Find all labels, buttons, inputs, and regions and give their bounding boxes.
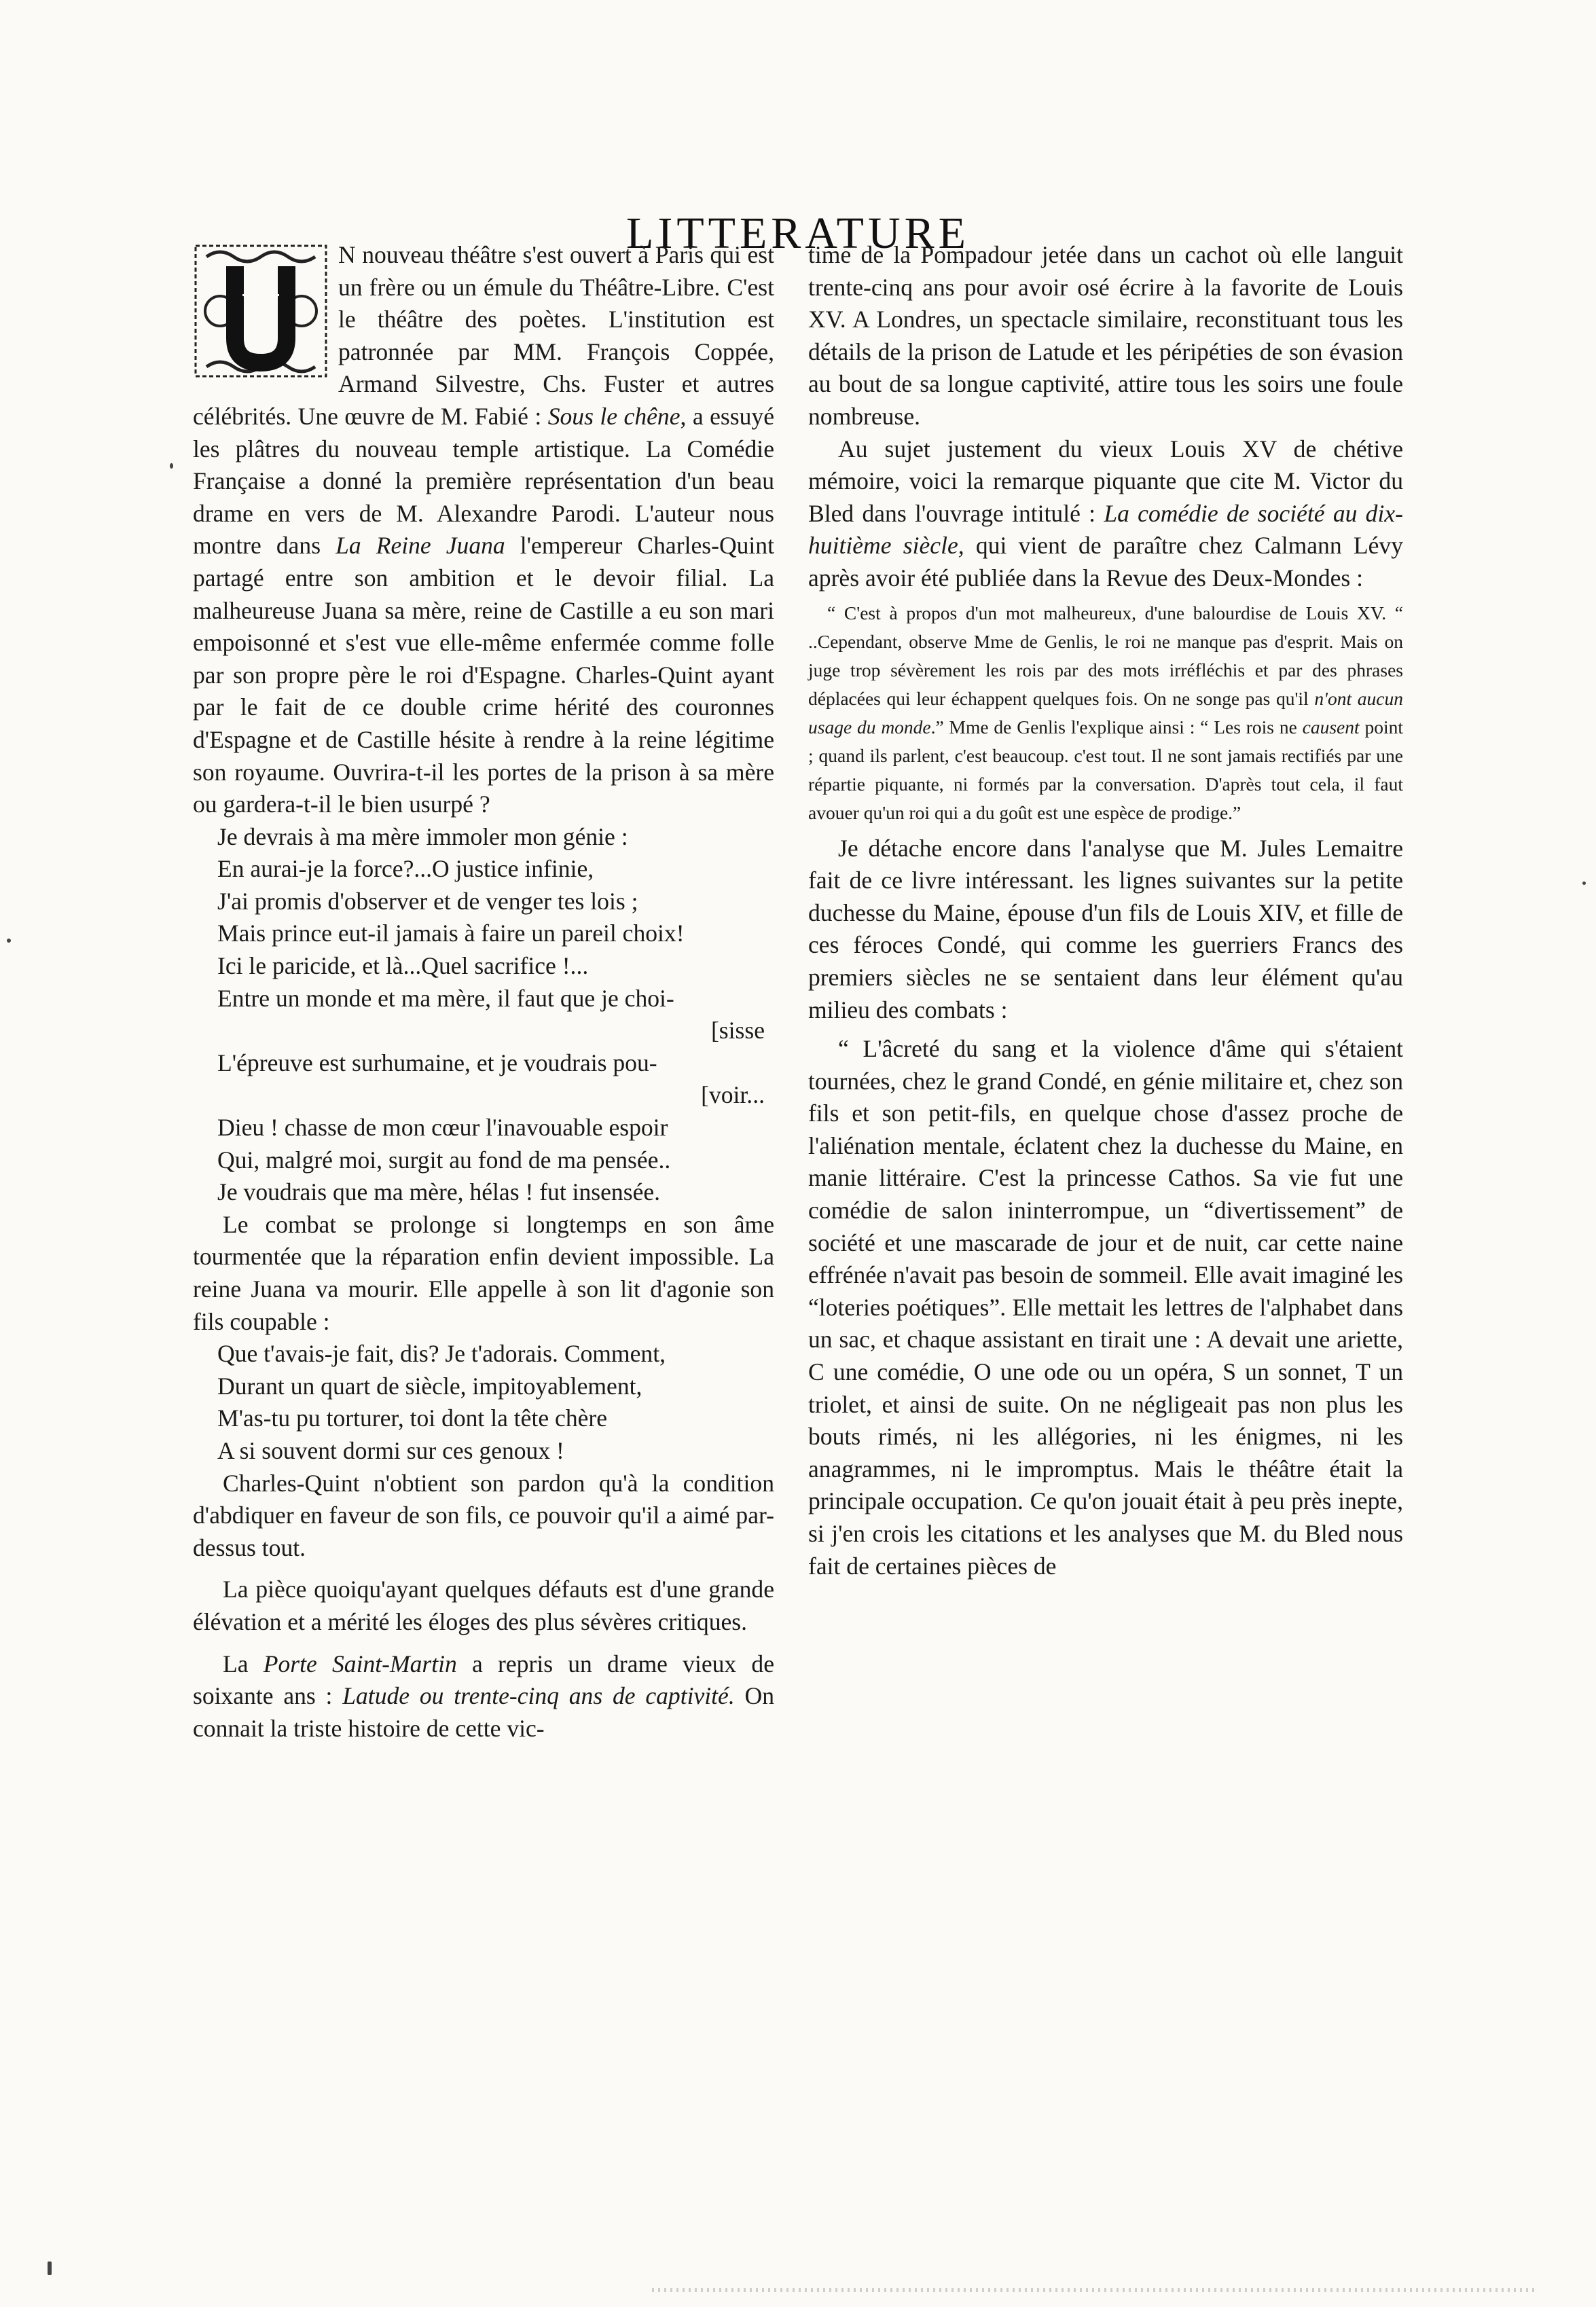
text-run: , a essuyé les plâtres du nouveau temple artistique. La Comédie Française a donné la première représentation d'un beau drame en vers de M. Alexandre Parodi. L'auteur nous montre dans [193, 402, 774, 560]
scan-speck [1582, 882, 1586, 885]
dropcap-letter: U [241, 283, 280, 342]
italic-title: La comédie de société au dix-huitième siècle, [808, 499, 1403, 560]
italic-phrase: n'ont aucun usage du monde [808, 687, 1403, 738]
verse-line: A si souvent dormi sur ces genoux ! [217, 1436, 564, 1464]
paragraph [193, 1648, 774, 1745]
right-column [808, 239, 1403, 1582]
verse-line: En aurai-je la force?...O justice infinie, [217, 855, 594, 883]
verse-line: Ici le paricide, et là...Quel sacrifice !... [217, 952, 589, 980]
paragraph [808, 433, 1403, 595]
ornamental-dropcap-icon [193, 243, 329, 379]
scan-edge-noise [652, 2288, 1535, 2292]
italic-title: Sous le chêne [547, 402, 681, 430]
verse-line: Je voudrais que ma mère, hélas ! fut insensée. [217, 1178, 661, 1206]
verse-line: Entre un monde et ma mère, il faut que je choi- [217, 984, 674, 1012]
text-run: La [223, 1650, 264, 1677]
italic-title: La Reine Juana [335, 532, 505, 560]
paragraph: “ L'âcreté du sang et la violence d'âme qui s'étaient tournées, chez le grand Condé, en génie militaire et, chez son fils et son petit-fils, en quelque chose d'assez proche de l'aliénation mentale, éclatent chez la duchesse du Maine, en manie littéraire. C'est la princesse Cathos. Sa vie fut une comédie de salon ininterrompue, un “divertissement” de société et une mascarade de jour et de nuit, car cette naine effrénée n'avait pas besoin de sommeil. Elle avait imaginé les “loteries poétiques”. Elle mettait les lettres de l'alphabet dans un sac, et chaque assistant en tirait une : A devait une ariette, C une comédie, O une ode ou un opéra, S un sonnet, T un triolet, et ainsi de suite. On ne négligeait pas non plus les bouts rimés, ni les allégories, ni les énigmes, ni les anagrammes, ni le impromptus. Mais le théâtre était la principale occupation. Ce qu'on jouait était à peu près inepte, si j'en crois les citations et les analyses que M. du Bled nous fait de certaines pièces de [808, 1035, 1403, 1580]
scan-speck [170, 463, 173, 469]
text-run: “ C'est à propos d'un mot malheureux, d'une balourdise de Louis XV. “ ..Cependant, observe Mme de Genlis, le roi ne manque pas d'esprit. Mais on juge trop sévèrement les rois par des mots irréfléchis et par des phrases déplacées qui leur échappent quelques fois. On ne songe pas qu'il [808, 602, 1403, 709]
verse-block [193, 821, 774, 1209]
verse-line: Durant un quart de siècle, impitoyablement, [217, 1372, 642, 1400]
verse-line: Je devrais à ma mère immoler mon génie : [217, 822, 628, 850]
text-run: N nouveau théâtre s'est ouvert à Paris qui est un frère ou un émule du Théâtre-Libre. C'est le théâtre des poètes. L'institution est patronnée par MM. François Coppée, Armand Silvestre, Chs. Fuster et autres célébrités. Une œuvre de M. Fabié : [193, 241, 774, 430]
text-run: Au sujet justement du vieux Louis XV de chétive mémoire, voici la remarque piquante que cite M. Victor du Bled dans l'ouvrage intitulé : [808, 435, 1403, 527]
verse-line: L'épreuve est surhumaine, et je voudrais pou- [217, 1049, 657, 1076]
block-quote [808, 599, 1403, 827]
italic-title: Latude ou trente-cinq ans de captivité. [342, 1682, 735, 1710]
paragraph: Je détache encore dans l'analyse que M. Jules Lemaitre fait de ce livre intéressant. les lignes suivantes sur la petite duchesse du Maine, épouse d'un fils de Louis XIV, et fille de ces féroces Condé, qui comme les guerriers Francs des premiers siècles ne se sentaient dans leur élément qu'au milieu des combats : [808, 834, 1403, 1023]
text-run: On connait la triste histoire de cette vic- [193, 1682, 774, 1742]
verse-line: Dieu ! chasse de mon cœur l'inavouable espoir [217, 1114, 668, 1142]
quote-text [808, 599, 1403, 827]
paragraph: Le combat se prolonge si longtemps en son âme tourmentée que la réparation enfin devient impossible. La reine Juana va mourir. Elle appelle à son lit d'agonie son fils coupable : [193, 1210, 774, 1335]
scan-speck [48, 2261, 52, 2275]
verse-line: Que t'avais-je fait, dis? Je t'adorais. Comment, [217, 1340, 666, 1368]
text-run: a repris un drame vieux de soixante ans : [193, 1650, 774, 1710]
paragraph: La pièce quoiqu'ayant quelques défauts est d'une grande élévation et a mérité les éloges des plus sévères critiques. [193, 1576, 774, 1635]
text-run: qui vient de paraître chez Calmann Lévy après avoir été publiée dans la Revue des Deux-Mondes : [808, 532, 1403, 592]
verse-block [193, 1338, 774, 1467]
verse-line: Mais prince eut-il jamais à faire un pareil choix! [217, 920, 685, 947]
verse-line: Qui, malgré moi, surgit au fond de ma pensée.. [217, 1146, 671, 1174]
italic-phrase: causent [1302, 716, 1360, 738]
paragraph [193, 239, 774, 821]
verse-line: J'ai promis d'observer et de venger tes lois ; [217, 887, 638, 915]
text-run: .” Mme de Genlis l'explique ainsi : “ Les rois ne [930, 716, 1303, 738]
paragraph: time de la Pompadour jetée dans un cachot où elle languit trente-cinq ans pour avoir osé écrire à la favorite de Louis XV. A Londres, un spectacle similaire, reconstituant tous les détails de la prison de Latude et les péripéties de son évasion au bout de sa longue captivité, attire tous les soirs une foule nombreuse. [808, 241, 1403, 430]
italic-title: Porte Saint-Martin [263, 1650, 457, 1677]
verse-overflow: [sisse [710, 1017, 765, 1044]
scan-speck [7, 939, 11, 943]
left-column [193, 239, 774, 1745]
text-run: l'empereur Charles-Quint partagé entre son ambition et le devoir filial. La malheureuse Juana sa mère, reine de Castille a eu son mari empoisonné et s'est vue elle-même enfermée comme folle par son propre père le roi d'Espagne. Charles-Quint ayant par le fait de ce double crime hérité des couronnes d'Espagne et de Castille hésite à rendre à la reine légitime son royaume. Ouvrira-t-il les portes de la prison à sa mère ou gardera-t-il le bien usurpé ? [193, 532, 774, 818]
page-title: LITTERATURE [626, 208, 970, 259]
paragraph: Charles-Quint n'obtient son pardon qu'à la condition d'abdiquer en faveur de son fils, ce pouvoir qu'il a aimé par-dessus tout. [193, 1469, 774, 1561]
verse-line: M'as-tu pu torturer, toi dont la tête chère [217, 1404, 608, 1432]
verse-overflow: [voir... [701, 1081, 765, 1109]
text-run: point ; quand ils parlent, c'est beaucoup. c'est tout. Il ne sont jamais rectifiés par une répartie piquante, ni formés par la conversation. D'après tout cela, il faut avouer qu'un roi qui a du goût est une espèce de prodige.” [808, 716, 1403, 823]
